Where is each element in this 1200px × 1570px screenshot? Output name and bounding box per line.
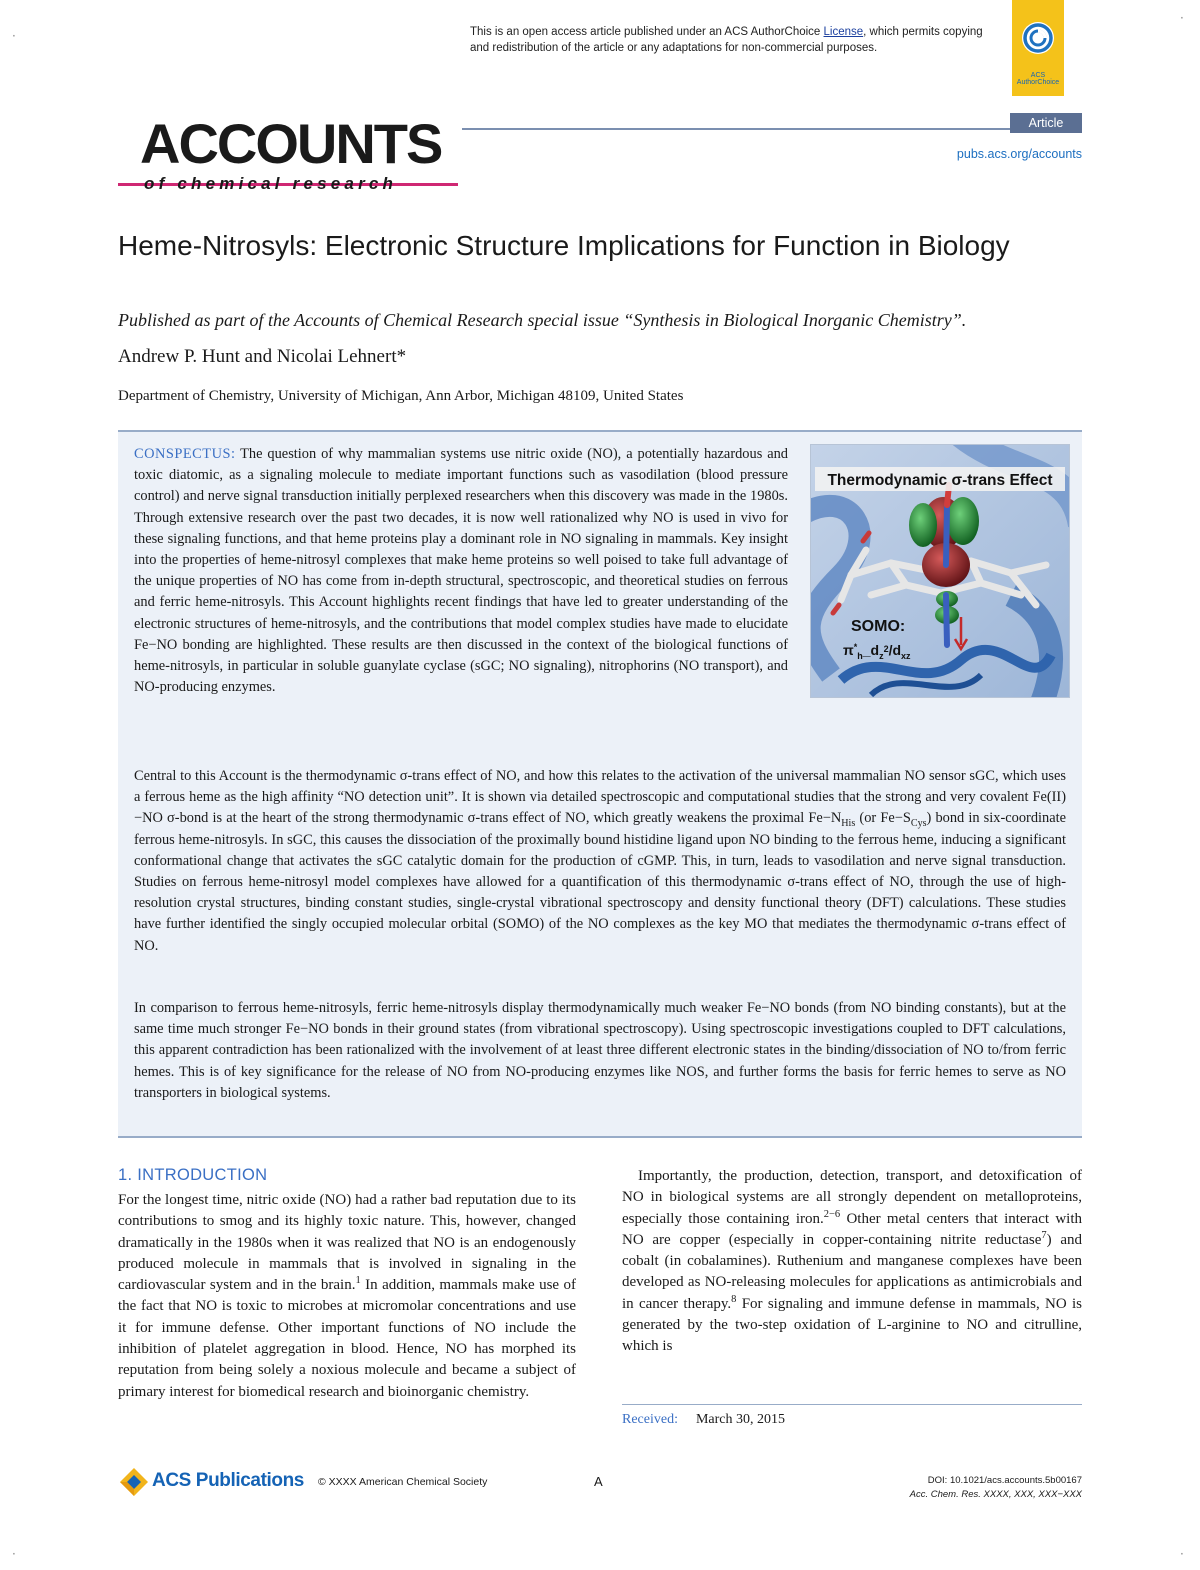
header-rule xyxy=(462,128,1082,130)
section-heading-introduction: 1. INTRODUCTION xyxy=(118,1166,268,1184)
page-number: A xyxy=(594,1474,603,1489)
received-value: March 30, 2015 xyxy=(695,1412,786,1427)
journal-logo xyxy=(140,112,460,192)
acs-diamond-icon xyxy=(118,1466,150,1498)
citation-ref[interactable]: 1 xyxy=(355,1275,361,1287)
article-type-tag: Article xyxy=(1010,113,1082,133)
citation-ref[interactable]: 2−6 xyxy=(823,1208,841,1220)
heme-nitrosyl-structure-figure xyxy=(811,445,1069,697)
intro-paragraph-left: For the longest time, nitric oxide (NO) had a rather bad reputation due to its contributions to smog and its highly toxic nature. This, however, changed dramatically in the 1980s when it was realized that NO is an endogenously produced molecule in mammals that is involved in signaling in the cardiovascular system and in the brain.$^1$ In addition, mammals make use of the fact that NO is toxic to microbes at micromolar concentrations and use it for immune defense. Other important functions of NO include the inhibition of platelet aggregation in blood. Hence, NO has morphed its reputation from being solely a noxious molecule and became a subject of primary interest for biomedical research and bioinorganic chemistry. xyxy=(118,1192,577,1400)
acs-authorchoice-badge[interactable] xyxy=(1012,0,1064,96)
open-access-icon xyxy=(1020,20,1056,56)
figure-somo-label: SOMO: xyxy=(851,618,906,635)
copyright-notice: © XXXX American Chemical Society xyxy=(318,1476,488,1488)
journal-citation: Acc. Chem. Res. XXXX, XXX, XXX−XXX xyxy=(909,1489,1082,1500)
intro-paragraph-right: Importantly, the production, detection, transport, and detoxification of NO in biological systems are all strongly dependent on metalloproteins, especially those containing iron.$^{2-6}$ Other metal centers that interact with NO are copper (especially in copper-containing nitrite reductase$^7$) and cobalt (in cobalamines). Ruthenium and manganese complexes have been developed as NO-releasing molecules for applications as antimicrobials and in cancer therapy.$^8$ For signaling and immune defense in mammals, NO is generated by the two-step oxidation of L-arginine to NO and citrulline, which is xyxy=(622,1168,1082,1355)
crop-mark: · xyxy=(1180,11,1184,25)
badge-label: ACS AuthorChoice xyxy=(1016,72,1060,86)
doi-block xyxy=(910,1474,1082,1502)
conspectus-paragraph-1: CONSPECTUS: The question of why mammalian systems use nitric oxide (NO), a potentially hazardous and toxic diatomic, as a signaling molecule to mediate important functions such as vasodilation (blood pressure control) and nerve signal transduction initially perplexed researchers when this discovery was made in the 1980s. Through extensive research over the past two decades, it is now well rationalized why NO is used in vivo for these signaling functions, and that heme proteins play a dominant role in NO signaling in mammals. Key insight into the properties of heme-nitrosyl complexes that make heme proteins so well poised to take full advantage of the unique properties of NO has come from in-depth structural, spectroscopic, and theoretical studies on ferrous and ferric heme-nitrosyls. This Account highlights recent findings that have led to greater understanding of the electronic structures of heme-nitrosyls, and the contributions that model complex studies have made to elucidate Fe−NO bonding are highlighted. These results are then discussed in the context of the biological functions of heme-nitrosyls, in particular in soluble guanylate cyclase (sGC; NO signaling), nitrophorins (NO transport), and NO-producing enzymes. xyxy=(134,446,788,696)
received-divider xyxy=(622,1404,1082,1405)
crop-mark: · xyxy=(1180,1547,1184,1561)
citation-ref[interactable]: 7 xyxy=(1041,1229,1047,1241)
doi[interactable]: DOI: 10.1021/acs.accounts.5b00167 xyxy=(927,1475,1082,1486)
journal-logo-main: ACCOUNTS xyxy=(140,112,442,175)
received-label: Received: xyxy=(622,1412,678,1427)
conspectus-label: CONSPECTUS: xyxy=(134,446,236,462)
article-title: Heme-Nitrosyls: Electronic Structure Implications for Function in Biology xyxy=(118,230,1010,261)
crop-mark: · xyxy=(12,1547,16,1561)
journal-url-link[interactable]: pubs.acs.org/accounts xyxy=(956,147,1082,161)
received-date xyxy=(622,1412,785,1428)
special-issue-note: Published as part of the Accounts of Chemical Research special issue “Synthesis in Biological Inorganic Chemistry”. xyxy=(118,310,967,330)
conspectus-paragraph-2: Central to this Account is the thermodynamic σ-trans effect of NO, and how this relates to the activation of the universal mammalian NO sensor sGC, which uses a ferrous heme as the high affinity “NO detection unit”. It is shown via detailed spectroscopic and computational studies that the strong and very covalent Fe(II)−NO σ-bond is at the heart of the strong thermodynamic σ-trans effect of NO, which greatly weakens the proximal $Fe-N_{His}$ (or $Fe-S_{Cys}$) bond in six-coordinate ferrous heme-nitrosyls. In sGC, this causes the dissociation of the proximally bound histidine ligand upon NO binding to the ferrous heme, inducing a significant conformational change that activates the sGC catalytic domain for the production of cGMP. This, in turn, leads to vasodilation and nerve signal transduction. Studies on ferrous heme-nitrosyl model complexes have allowed for a quantification of this thermodynamic σ-trans effect of NO, through the use of high-resolution crystal structures, binding constant studies, single-crystal vibrational spectroscopy and density functional theory (DFT) calculations. These studies have further identified the singly occupied molecular orbital (SOMO) of the NO complexes as the key MO that mediates the thermodynamic σ-trans effect of NO. xyxy=(134,768,1066,954)
open-access-notice: This is an open access article published under an ACS AuthorChoice License, which permits copying and redistribution of the article or any adaptations for non-commercial purposes. xyxy=(470,26,983,54)
citation-ref[interactable]: 8 xyxy=(731,1293,737,1305)
author-affiliation: Department of Chemistry, University of Michigan, Ann Arbor, Michigan 48109, United States xyxy=(118,388,684,404)
conspectus-paragraph-3: In comparison to ferrous heme-nitrosyls, ferric heme-nitrosyls display thermodynamically much weaker Fe−NO bonds (from NO binding constants), but at the same time much stronger Fe−NO bonds in their ground states (from vibrational spectroscopy). Using spectroscopic investigations coupled to DFT calculations, this apparent contradiction has been rationalized with the involvement of at least three different electronic states in the binding/dissociation of NO to/from ferric hemes. This is of key significance for the release of NO from NO-producing enzymes like NOS, and further forms the basis for ferric hemes to serve as NO transporters in biological systems. xyxy=(134,1000,1066,1101)
crop-mark: · xyxy=(12,29,16,43)
journal-logo-sub: of chemical research xyxy=(144,174,398,193)
author-list: Andrew P. Hunt and Nicolai Lehnert* xyxy=(118,346,407,367)
toc-graphic xyxy=(810,444,1070,698)
figure-somo-formula: $\pi^*_h\_d_z^2/d_{xz}$ xyxy=(843,642,911,661)
license-link[interactable]: License xyxy=(823,26,864,38)
figure-title: Thermodynamic σ-trans Effect xyxy=(827,472,1053,489)
conspectus-box xyxy=(118,430,1082,1138)
acs-publications-logo[interactable]: ACS Publications xyxy=(118,1466,308,1498)
